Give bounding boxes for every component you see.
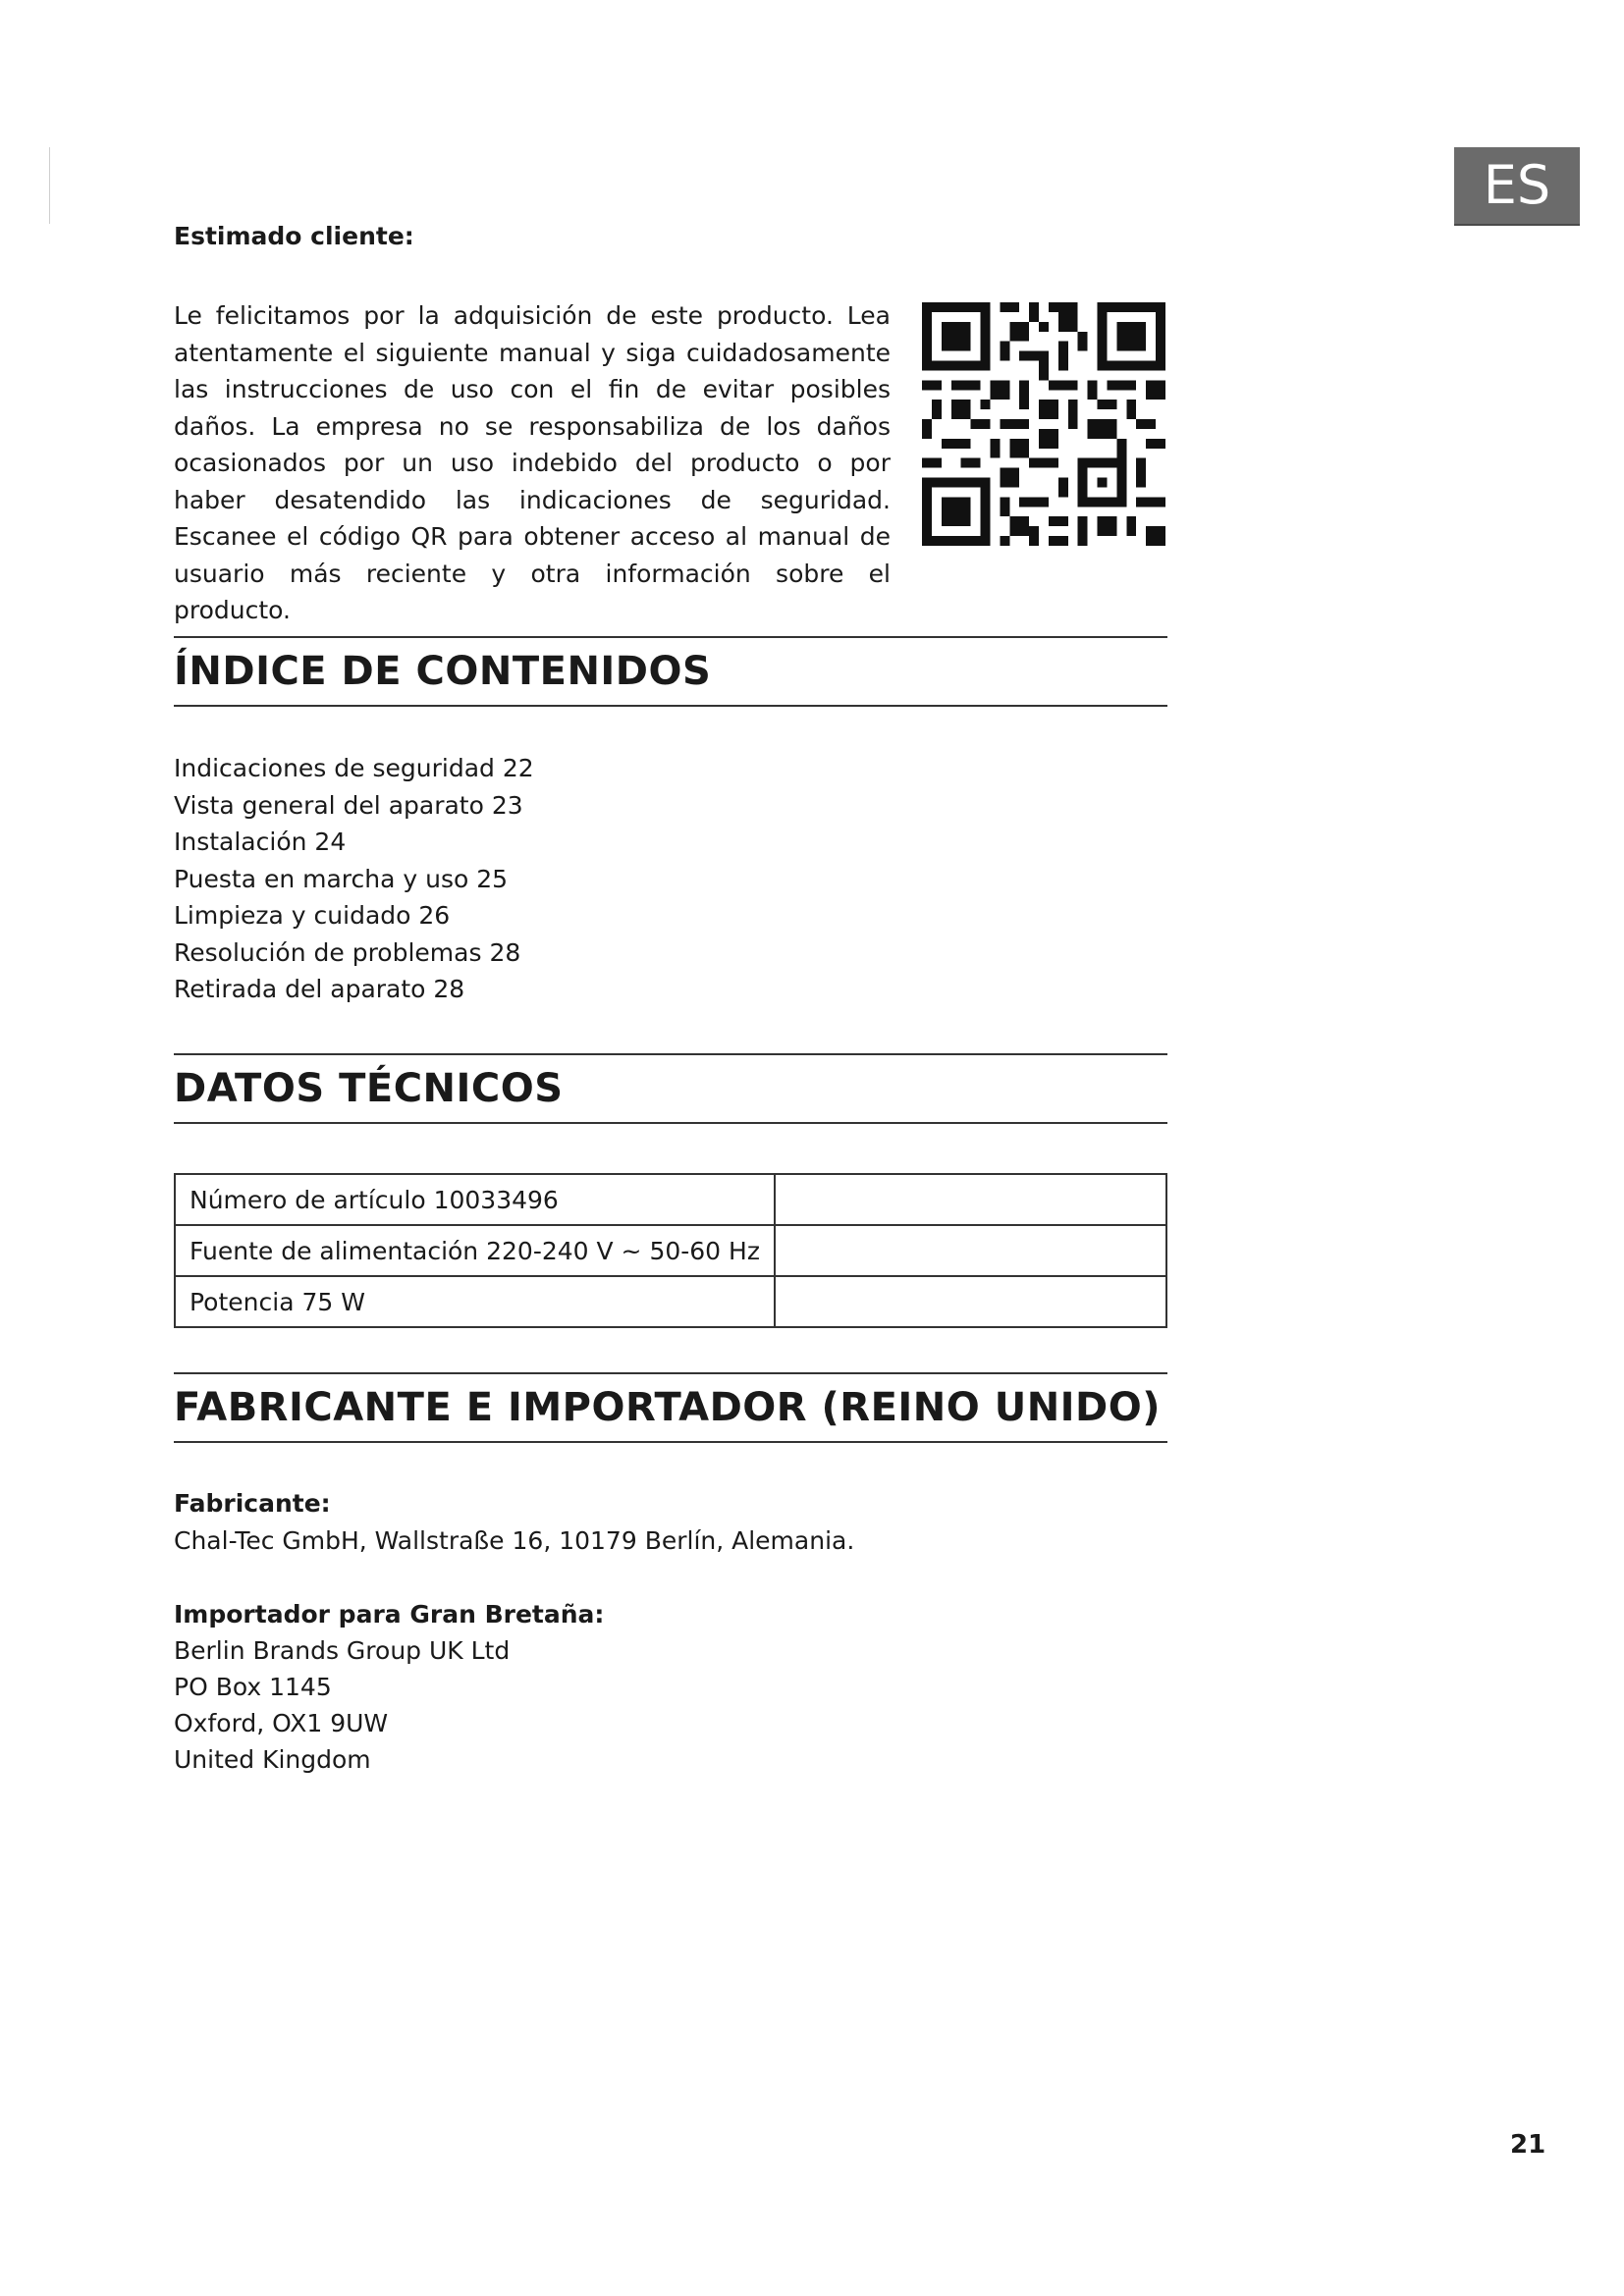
tech-value: Fuente de alimentación 220-240 V ~ 50-60 Hz [189, 1236, 760, 1265]
page-number: 21 [1510, 2130, 1546, 2160]
toc-item[interactable]: Vista general del aparato 23 [174, 790, 523, 820]
importer-line: Oxford, OX1 9UW [174, 1709, 389, 1737]
toc-item[interactable]: Retirada del aparato 28 [174, 975, 465, 1003]
toc-item[interactable]: Instalación 24 [174, 828, 347, 856]
tech-value: Potencia 75 W [189, 1287, 365, 1316]
importer-line: Berlin Brands Group UK Ltd [174, 1636, 511, 1665]
table-row [175, 1225, 1166, 1276]
toc-item[interactable]: Indicaciones de seguridad 22 [174, 754, 534, 782]
manufacturer-heading: FABRICANTE E IMPORTADOR (REINO UNIDO) [174, 1385, 1162, 1430]
qr-code[interactable] [922, 302, 1165, 546]
manufacturer-section-header [174, 1372, 1167, 1443]
table-cell [775, 1225, 1166, 1276]
table-row [175, 1276, 1166, 1327]
manufacturer-address: Chal-Tec GmbH, Wallstraße 16, 10179 Berlín, Alemania. [174, 1526, 855, 1555]
toc-item[interactable]: Limpieza y cuidado 26 [174, 901, 451, 930]
table-cell [175, 1276, 775, 1327]
toc-section-header [174, 636, 1167, 707]
tech-value: Número de artículo 10033496 [189, 1185, 559, 1214]
margin-rule [49, 147, 50, 224]
table-cell [775, 1174, 1166, 1225]
tech-data-table [174, 1173, 1167, 1328]
importer-line: PO Box 1145 [174, 1673, 332, 1701]
table-cell [775, 1276, 1166, 1327]
manufacturer-label: Fabricante: [174, 1489, 331, 1518]
toc-item[interactable]: Resolución de problemas 28 [174, 937, 521, 967]
greeting: Estimado cliente: [174, 222, 414, 250]
tech-heading: DATOS TÉCNICOS [174, 1066, 564, 1111]
importer-label: Importador para Gran Bretaña: [174, 1600, 605, 1629]
table-cell [175, 1225, 775, 1276]
table-of-contents [174, 750, 534, 1008]
table-cell [175, 1174, 775, 1225]
tech-section-header [174, 1053, 1167, 1124]
toc-item[interactable]: Puesta en marcha y uso 25 [174, 864, 509, 893]
intro-paragraph: Le felicitamos por la adquisición de este producto. Lea atentamente el siguiente manual y siga cuidadosamente las instrucciones de uso con el fin de evitar posibles daños. La empresa no se responsabiliza de los daños ocasionados por un uso indebido del producto o por haber desatendido las indicaciones de seguridad. Escanee el código QR para obtener acceso al manual de usuario más reciente y otra información sobre el producto. [174, 301, 891, 624]
toc-heading: ÍNDICE DE CONTENIDOS [174, 649, 712, 694]
importer-line: United Kingdom [174, 1745, 371, 1774]
table-row [175, 1174, 1166, 1225]
language-tab: ES [1454, 147, 1580, 226]
